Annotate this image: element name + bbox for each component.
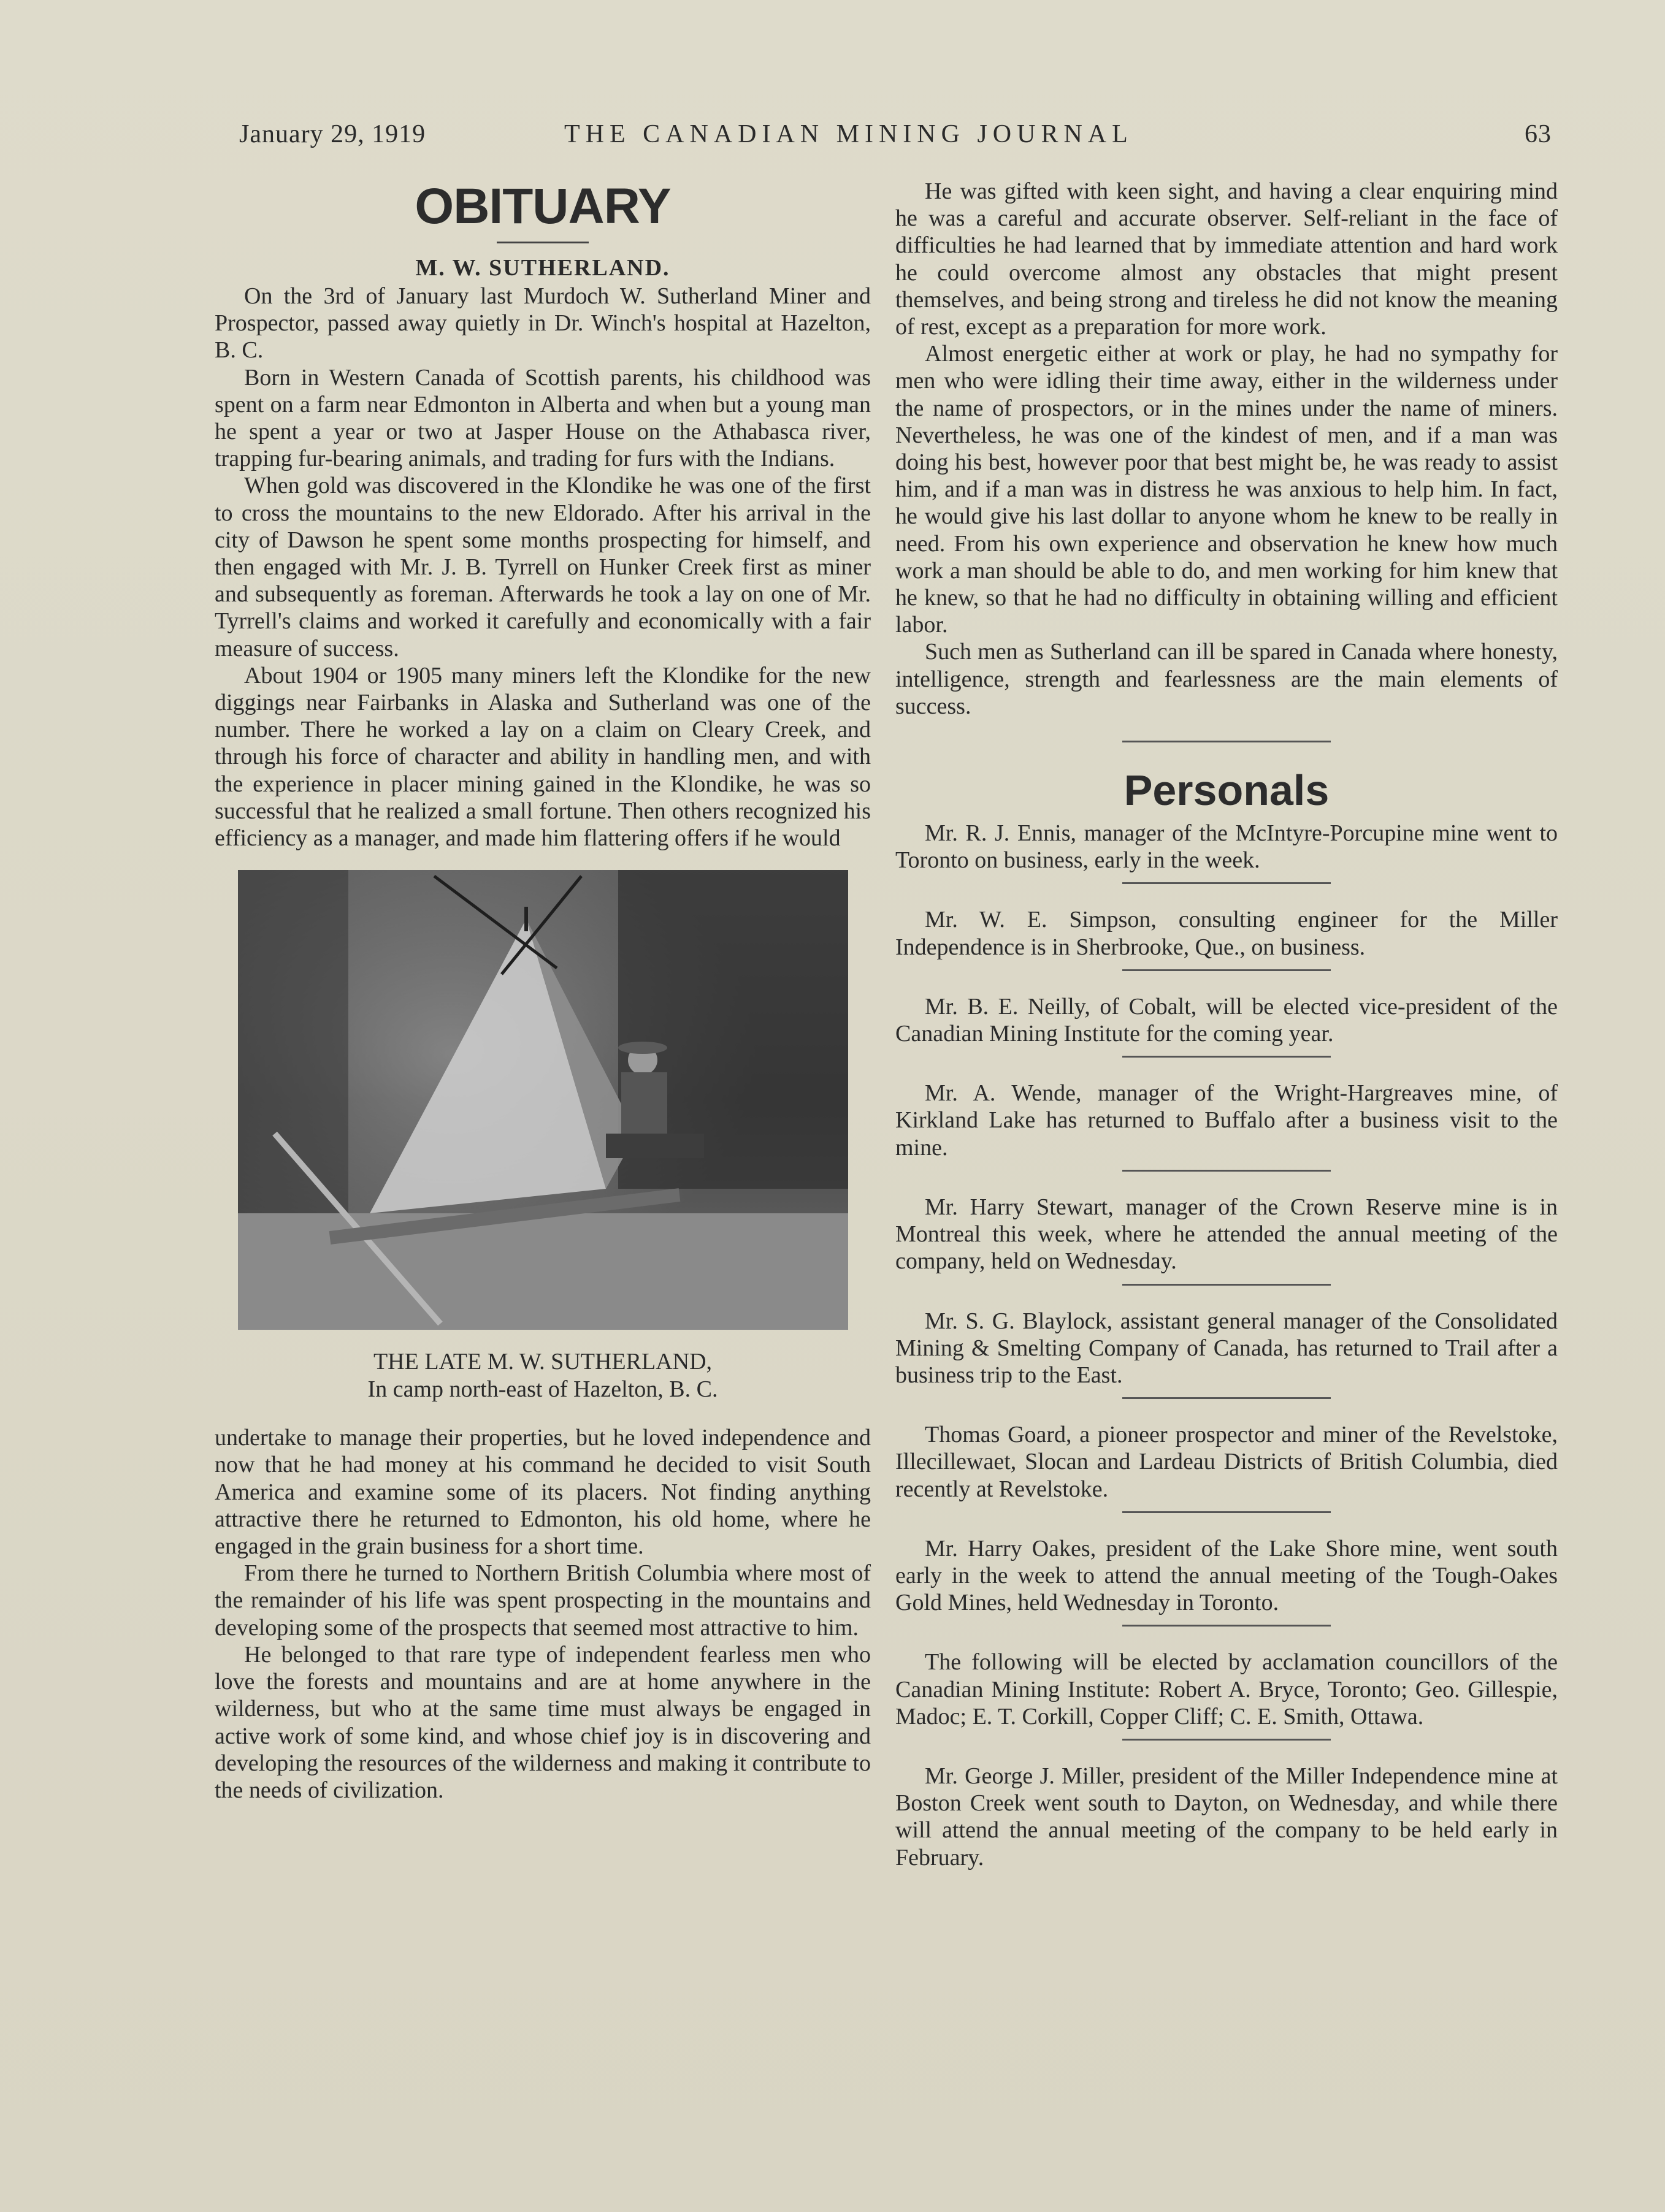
personal-item: Mr. George J. Miller, president of the Miller Independence mine at Boston Creek went south to Dayton, on Wednesday, and while there will attend the annual meeting of the company to be held early in February. — [895, 1763, 1558, 1871]
obituary-paragraph: About 1904 or 1905 many miners left the Klondike for the new diggings near Fairbanks in Alaska and Sutherland was one of the number. There he worked a lay on a claim on Cleary Creek, and through his force of character and ability in handling men, and with the experience in placer mining gained in the Klondike, he was so successful that he realized a small fortune. Then others recognized his efficiency as a manager, and made him flattering offers if he would — [215, 662, 871, 852]
obituary-paragraph: Such men as Sutherland can ill be spared in Canada where honesty, intelligence, strength and fearlessness are the main elements of success. — [895, 639, 1558, 719]
obituary-paragraph: He belonged to that rare type of independent fearless men who love the forests and mountains and are at home anywhere in the wilderness, but who at the same time must always be engaged in active work of some kind, and whose chief joy is in discovering and developing the resources of the wilderness and making it contribute to the needs of civilization. — [215, 1641, 871, 1803]
right-column — [895, 178, 1558, 1871]
personals-heading: Personals — [1123, 766, 1330, 815]
item-divider — [1122, 969, 1331, 971]
running-header — [239, 120, 1552, 156]
personal-item: Mr. B. E. Neilly, of Cobalt, will be elected vice-president of the Canadian Mining Institute for the coming year. — [895, 993, 1558, 1047]
journal-title: THE CANADIAN MINING JOURNAL — [564, 120, 1133, 148]
obituary-paragraph: He was gifted with keen sight, and having a clear enquiring mind he was a careful and accurate observer. Self-reliant in the face of difficulties he had learned that by immediate attention and hard work he could overcome almost any obstacles that might present themselves, and being strong and tireless he did not know the meaning of rest, except as a preparation for more work. — [895, 178, 1558, 340]
obituary-paragraph: undertake to manage their properties, but he loved independence and now that he had money at his command he decided to visit South America and examine some of its placers. Not finding anything attractive there he returned to Edmonton, his old home, where he engaged in the grain business for a short time. — [215, 1425, 871, 1560]
obituary-subject: M. W. SUTHERLAND. — [415, 255, 670, 281]
page-number: 63 — [1525, 120, 1552, 148]
obituary-paragraph: From there he turned to Northern British Columbia where most of the remainder of his life was spent prospecting in the mountains and developing some of the prospects that seemed most attractive to him. — [215, 1560, 871, 1641]
personal-item: Mr. A. Wende, manager of the Wright-Hargreaves mine, of Kirkland Lake has returned to Buffalo after a business visit to the mine. — [895, 1080, 1558, 1161]
personal-item: The following will be elected by acclamation councillors of the Canadian Mining Institute: Robert A. Bryce, Toronto; Geo. Gillespie, Madoc; E. T. Corkill, Copper Cliff; C. E. Smith, Ottawa. — [895, 1649, 1558, 1730]
personal-item: Mr. Harry Oakes, president of the Lake Shore mine, went south early in the week to attend the annual meeting of the Tough-Oakes Gold Mines, held Wednesday in Toronto. — [895, 1535, 1558, 1616]
personal-item: Mr. S. G. Blaylock, assistant general manager of the Consolidated Mining & Smelting Company of Canada, has returned to Trail after a business trip to the East. — [895, 1308, 1558, 1388]
personal-item: Mr. Harry Stewart, manager of the Crown Reserve mine is in Montreal this week, where he attended the annual meeting of the company, held on Wednesday. — [895, 1194, 1558, 1275]
issue-date: January 29, 1919 — [239, 120, 426, 148]
item-divider — [1122, 1056, 1331, 1058]
obituary-paragraph: On the 3rd of January last Murdoch W. Sutherland Miner and Prospector, passed away quietly in Dr. Winch's hospital at Hazelton, B. C. — [215, 283, 871, 364]
obituary-paragraph: Born in Western Canada of Scottish parents, his childhood was spent on a farm near Edmonton in Alberta and when but a young man he spent a year or two at Jasper House on the Athabasca river, trapping fur-bearing animals, and trading for furs with the Indians. — [215, 364, 871, 472]
item-divider — [1122, 1625, 1331, 1627]
item-divider — [1122, 1284, 1331, 1286]
left-column — [215, 178, 871, 1804]
item-divider — [1122, 882, 1331, 884]
heading-rule — [497, 242, 589, 243]
camp-photograph — [238, 870, 848, 1330]
personal-item: Thomas Goard, a pioneer prospector and miner of the Revelstoke, Illecillewaet, Slocan and Lardeau Districts of British Columbia, died recently at Revelstoke. — [895, 1422, 1558, 1502]
item-divider — [1122, 1739, 1331, 1741]
item-divider — [1122, 1511, 1331, 1513]
caption-subtitle: In camp north-east of Hazelton, B. C. — [367, 1376, 718, 1403]
personal-item: Mr. R. J. Ennis, manager of the McIntyre-Porcupine mine went to Toronto on business, early in the week. — [895, 820, 1558, 874]
obituary-paragraph: Almost energetic either at work or play, he had no sympathy for men who were idling their time away, either in the wilderness under the name of prospectors, or in the mines under the name of miners. Nevertheless, he was one of the kindest of men, and if a man was doing his best, however poor that best might be, he was ready to assist him, and if a man was in distress he was anxious to help him. In fact, he would give his last dollar to anyone whom he knew to be really in need. From his own experience and observation he knew how much work a man should be able to do, and men working for him knew that he knew, so that he had no difficulty in obtaining willing and efficient labor. — [895, 341, 1558, 638]
item-divider — [1122, 1397, 1331, 1399]
section-divider — [1122, 741, 1331, 742]
obituary-heading: OBITUARY — [415, 178, 671, 234]
item-divider — [1122, 1170, 1331, 1172]
personal-item: Mr. W. E. Simpson, consulting engineer for the Miller Independence is in Sherbrooke, Que., on business. — [895, 907, 1558, 960]
caption-title: THE LATE M. W. SUTHERLAND, — [373, 1349, 713, 1375]
photo-caption — [215, 1348, 871, 1403]
obituary-paragraph: When gold was discovered in the Klondike he was one of the first to cross the mountains to the new Eldorado. After his arrival in the city of Dawson he spent some months prospecting for himself, and then engaged with Mr. J. B. Tyrrell on Hunker Creek first as miner and subsequently as foreman. Afterwards he took a lay on one of Mr. Tyrrell's claims and worked it carefully and economically with a fair measure of success. — [215, 473, 871, 662]
